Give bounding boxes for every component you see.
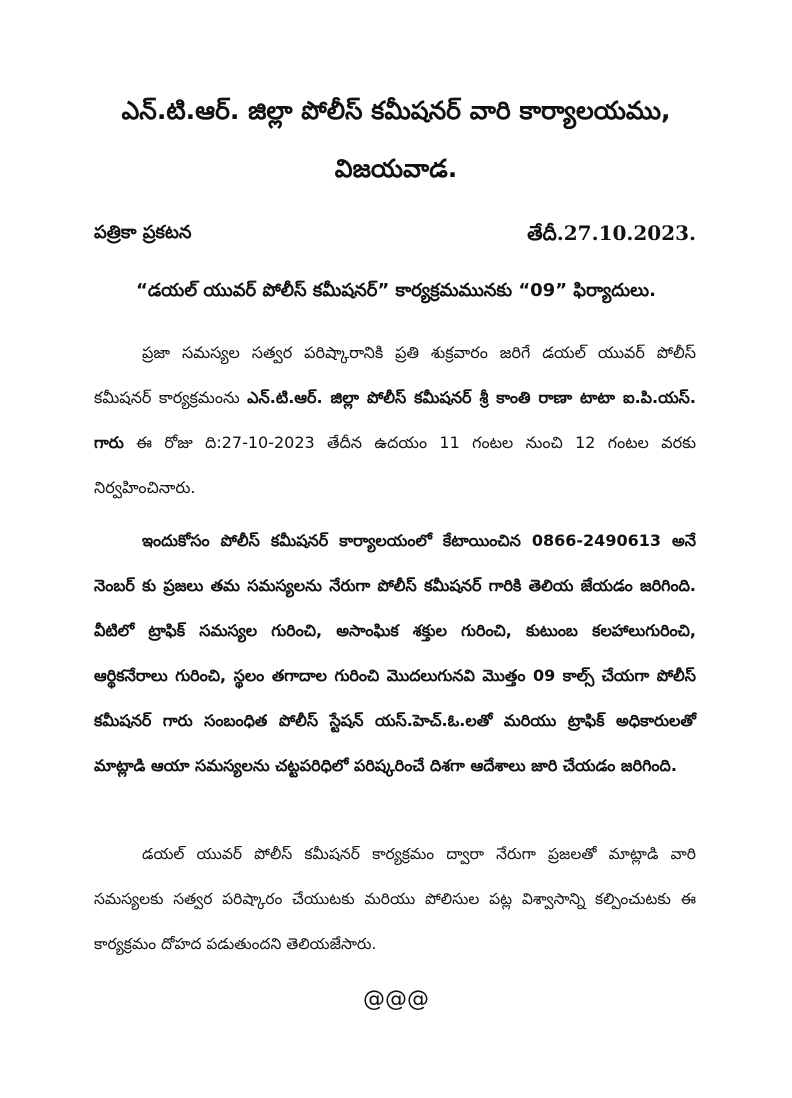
- paragraph-intro-text-1: ప్రజా సమస్యల సత్వర పరిష్కారానికి ప్రతి శుక్రవారం జరిగే డయల్ యువర్ పోలీస్ కమీషనర్ కార్యక్రమంను: [94, 343, 696, 407]
- paragraph-intro: [94, 330, 696, 510]
- paragraph-conclusion: డయల్ యువర్ పోలీస్ కమీషనర్ కార్యక్రమం ద్వారా నేరుగా ప్రజలతో మాట్లాడి వారి సమస్యలకు సత్వర పరిష్కారం చేయుటకు మరియు పోలిసుల పట్ల విశ్వాసాన్ని కల్పించుటకు ఈ కార్యక్రమం దోహద పడుతుందని తెలియజేసారు.: [94, 845, 696, 953]
- commissioner-name: ఎన్.టి.ఆర్. జిల్లా పోలీస్ కమీషనర్ శ్రీ కాంతి రాణా టాటా ఐ.పి.యస్. గారు: [94, 388, 696, 452]
- meta-row: [94, 218, 696, 248]
- office-city: విజయవాడ.: [334, 154, 458, 183]
- subject-heading: “డయల్ యువర్ పోలీస్ కమీషనర్” కార్యక్రమమునకు “09” ఫిర్యాదులు.: [136, 280, 656, 301]
- closing-mark: @@@: [363, 987, 429, 1012]
- paragraph-intro-text-2: ఈ రోజు ది:27-10-2023 తేదీన ఉదయం 11 గంటల నుంచి 12 గంటల వరకు నిర్వహించినారు.: [94, 433, 696, 497]
- press-release-label: పత్రికా ప్రకటన: [94, 222, 192, 243]
- office-title: ఎన్.టి.ఆర్. జిల్లా పోలీస్ కమీషనర్ వారి కార్యాలయము,: [121, 96, 671, 125]
- release-date: తేదీ.27.10.2023.: [527, 221, 696, 245]
- paragraph-calls-detail: ఇందుకోసం పోలీస్ కమీషనర్ కార్యాలయంలో కేటాయించిన 0866-2490613 అనే నెంబర్ కు ప్రజలు తమ సమస్యలను నేరుగా పోలీస్ కమీషనర్ గారికి తెలియ జేయడం జరిగింది. వీటిలో ట్రాఫిక్ సమస్యల గురించి, అసాంఘిక శక్తుల గురించి, కుటుంబ కలహాలుగురించి, ఆర్థికనేరాలు గురించి, స్థలం తగాదాల గురించి మొదలుగునవి మొత్తం 09 కాల్స్ చేయగా పోలీస్ కమీషనర్ గారు సంబంధిత పోలీస్ స్టేషన్ యస్.హెచ్.ఓ.లతో మరియు ట్రాఫిక్ అధికారులతో మాట్లాడి ఆయా సమస్యలను చట్టపరిధిలో పరిష్కరించే దిశగా ఆదేశాలు జారి చేయడం జరిగింది.: [94, 531, 696, 775]
